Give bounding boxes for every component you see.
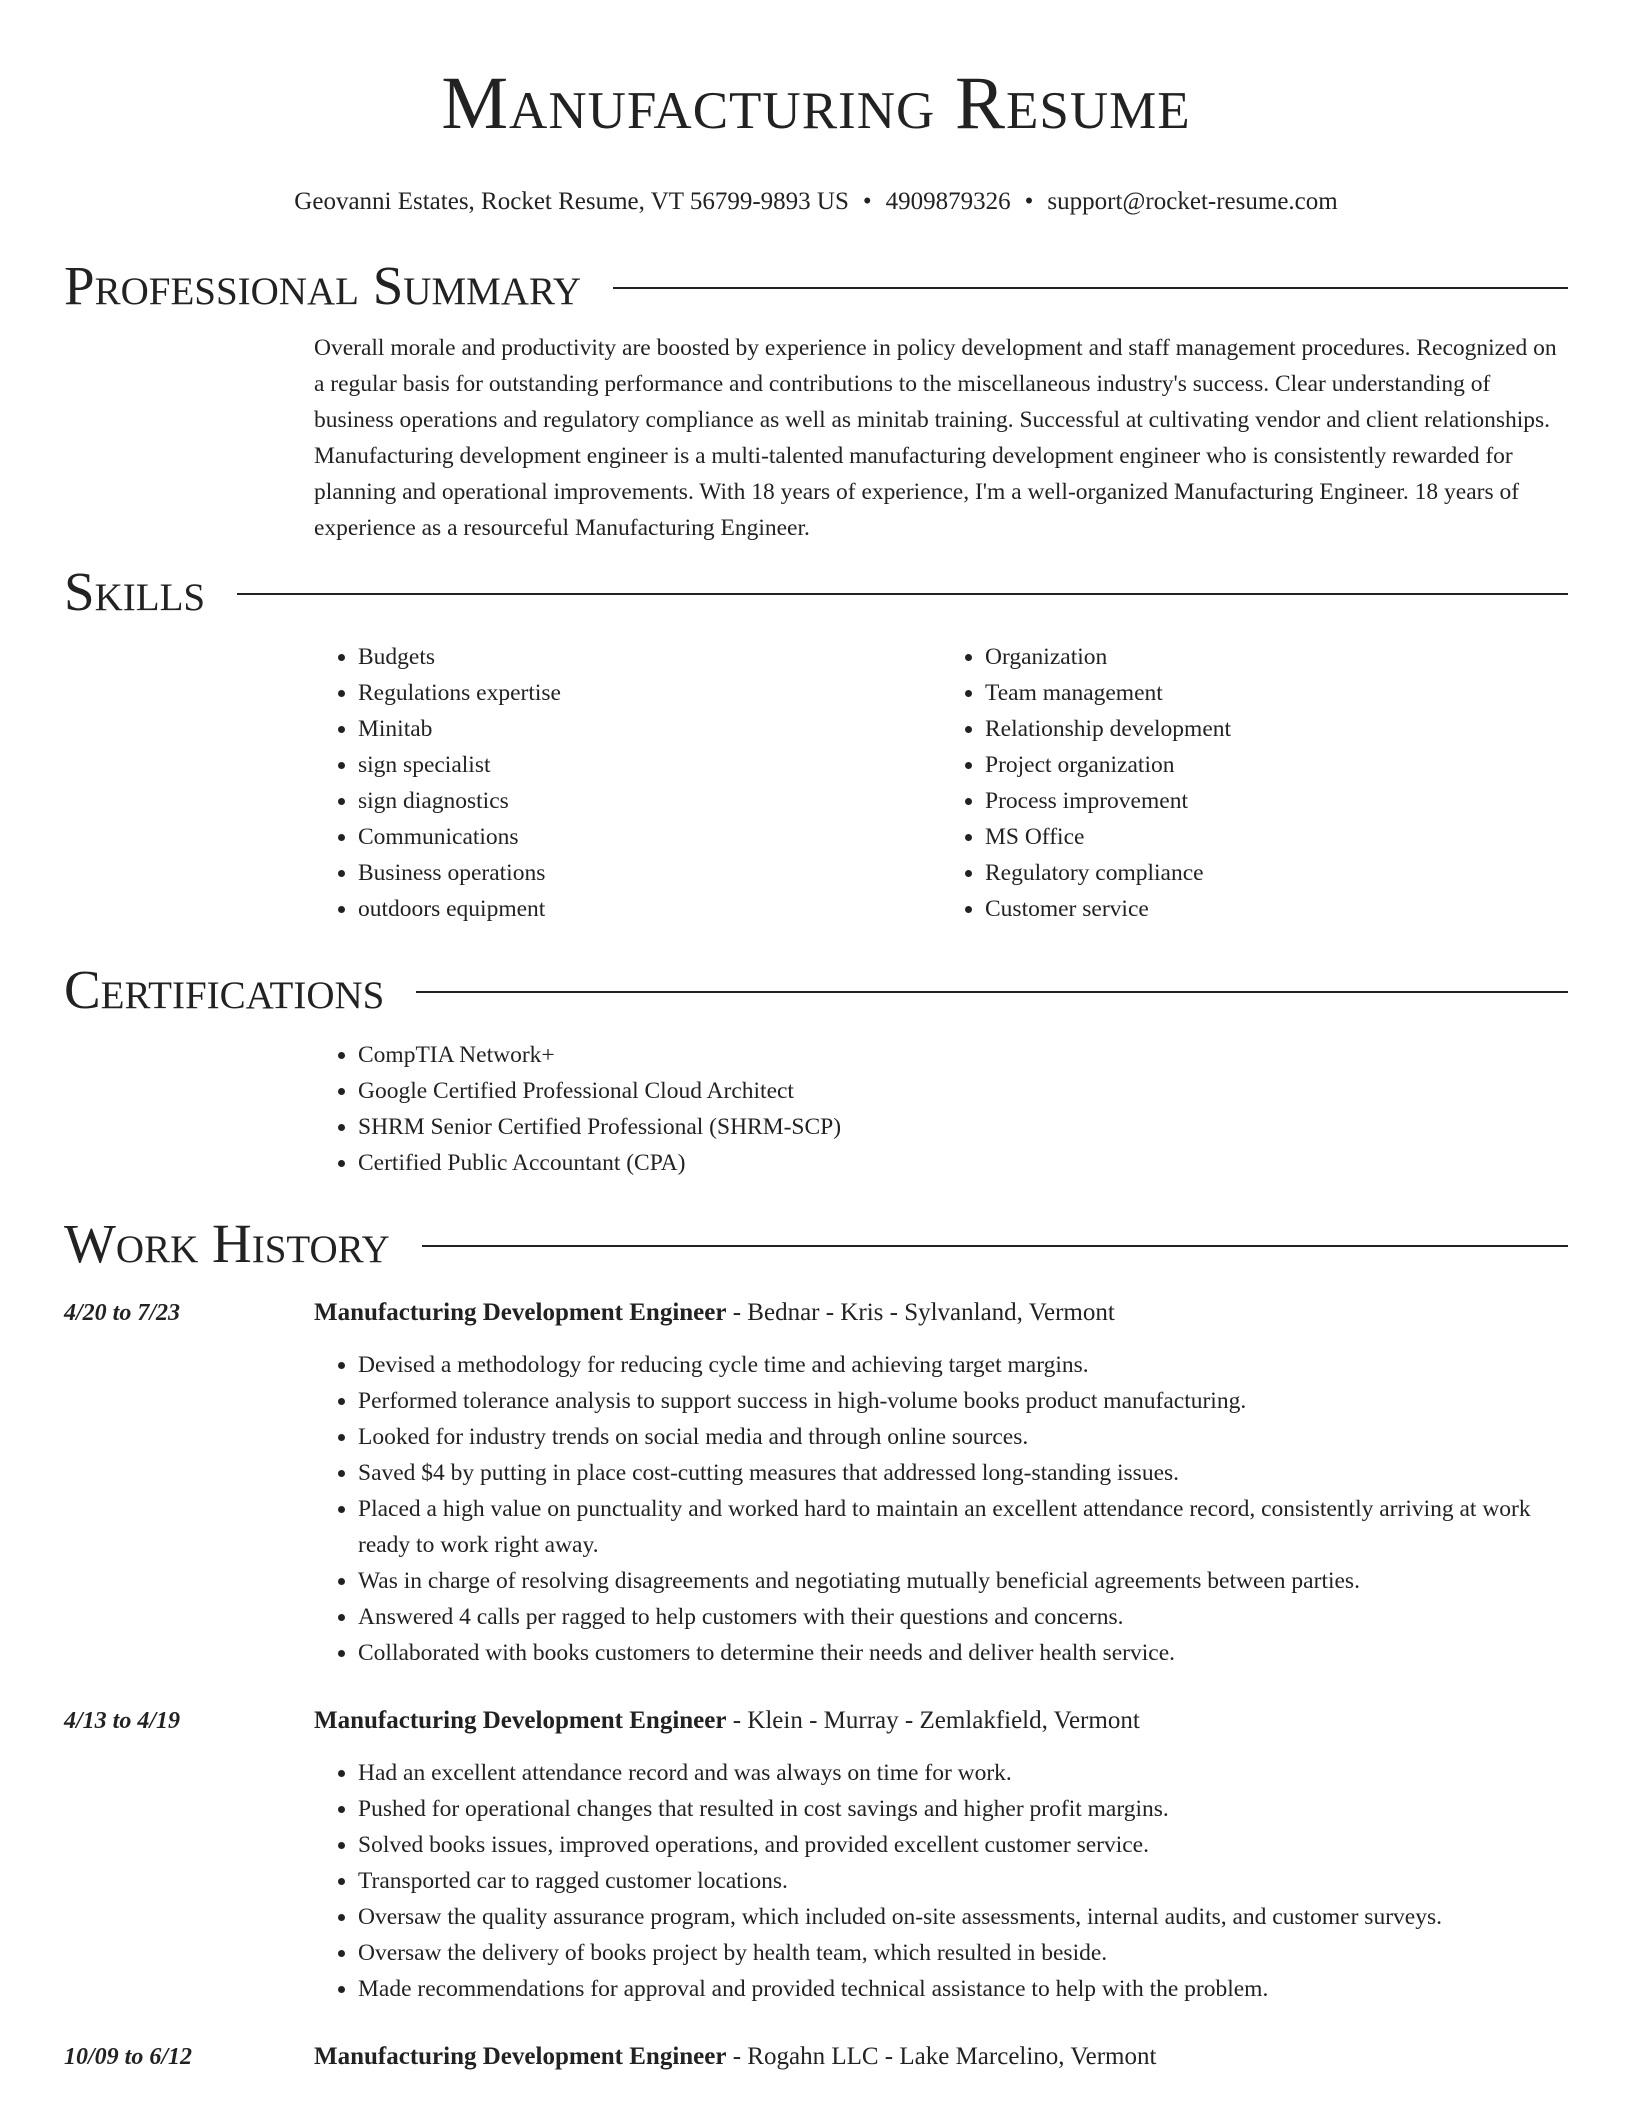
job-bullet: • Devised a methodology for reducing cycle time and achieving target margins. bbox=[358, 1347, 1568, 1383]
resume-title: Manufacturing Resume bbox=[441, 62, 1191, 145]
skills-grid bbox=[314, 639, 1568, 927]
summary-body bbox=[314, 330, 1568, 546]
job-bullets bbox=[314, 1755, 1568, 2007]
skill-item: • Process improvement bbox=[985, 783, 1568, 819]
skill-item: • Relationship development bbox=[985, 711, 1568, 747]
job-bullet: • Solved books issues, improved operations, and provided excellent customer service. bbox=[358, 1827, 1568, 1863]
skill-item: • outdoors equipment bbox=[358, 891, 941, 927]
job-bullet: • Oversaw the quality assurance program, which included on-site assessments, internal audits, and customer surveys. bbox=[358, 1899, 1568, 1935]
skills-list-right bbox=[941, 639, 1568, 927]
resume-page bbox=[64, 0, 1568, 2075]
certification-item: • Google Certified Professional Cloud Architect bbox=[358, 1073, 1568, 1109]
skill-item: • Project organization bbox=[985, 747, 1568, 783]
skill-item: • Budgets bbox=[358, 639, 941, 675]
contact-separator: • bbox=[1024, 188, 1034, 215]
job-details bbox=[314, 1295, 1568, 1671]
certifications-section-header bbox=[64, 957, 1568, 1023]
job-title-line bbox=[314, 1295, 1568, 1331]
skill-item: • Customer service bbox=[985, 891, 1568, 927]
certifications-list bbox=[314, 1037, 1568, 1181]
summary-heading: Professional Summary bbox=[64, 255, 582, 316]
skill-item: • Minitab bbox=[358, 711, 941, 747]
contact-email: support@rocket-resume.com bbox=[1047, 188, 1338, 215]
skills-body bbox=[314, 639, 1568, 927]
certifications-body bbox=[314, 1037, 1568, 1181]
skill-item: • MS Office bbox=[985, 819, 1568, 855]
skill-item: • Regulations expertise bbox=[358, 675, 941, 711]
job-bullet: • Saved $4 by putting in place cost-cutting measures that addressed long-standing issues. bbox=[358, 1455, 1568, 1491]
job-dates: 4/13 to 4/19 bbox=[64, 1708, 181, 1734]
certification-item: • Certified Public Accountant (CPA) bbox=[358, 1145, 1568, 1181]
skill-item: • Organization bbox=[985, 639, 1568, 675]
job-bullet: • Made recommendations for approval and provided technical assistance to help with the problem. bbox=[358, 1971, 1568, 2007]
skill-item: • Team management bbox=[985, 675, 1568, 711]
job-employer-location: - Rogahn LLC - Lake Marcelino, Vermont bbox=[726, 2043, 1157, 2070]
contact-address: Geovanni Estates, Rocket Resume, VT 56799-9893 US bbox=[294, 188, 849, 215]
job-entry bbox=[64, 1703, 1568, 2007]
section-divider bbox=[613, 287, 1568, 289]
job-bullet: • Placed a high value on punctuality and worked hard to maintain an excellent attendance record, consistently arriving at work ready to work right away. bbox=[358, 1491, 1568, 1563]
job-title-line bbox=[314, 2039, 1568, 2075]
job-role: Manufacturing Development Engineer bbox=[314, 1707, 727, 1734]
skills-list-left bbox=[314, 639, 941, 927]
job-dates: 4/20 to 7/23 bbox=[64, 1300, 181, 1326]
job-bullet: • Answered 4 calls per ragged to help customers with their questions and concerns. bbox=[358, 1599, 1568, 1635]
job-bullet: • Transported car to ragged customer locations. bbox=[358, 1863, 1568, 1899]
job-entry bbox=[64, 1295, 1568, 1671]
section-divider bbox=[416, 991, 1568, 993]
job-title-line bbox=[314, 1703, 1568, 1739]
job-bullet: • Was in charge of resolving disagreements and negotiating mutually beneficial agreements between parties. bbox=[358, 1563, 1568, 1599]
certification-item: • CompTIA Network+ bbox=[358, 1037, 1568, 1073]
job-details bbox=[314, 1703, 1568, 2007]
job-employer-location: - Klein - Murray - Zemlakfield, Vermont bbox=[726, 1707, 1140, 1734]
skill-item: • sign specialist bbox=[358, 747, 941, 783]
job-bullet: • Oversaw the delivery of books project by health team, which resulted in beside. bbox=[358, 1935, 1568, 1971]
skill-item: • Business operations bbox=[358, 855, 941, 891]
summary-text: Overall morale and productivity are boosted by experience in policy development and staff management procedures. Recognized on a regular basis for outstanding performance and contributions to the miscellaneous industry's success. Clear understanding of business operations and regulatory compliance as well as minitab training. Successful at cultivating vendor and client relationships. Manufacturing development engineer is a multi-talented manufacturing development engineer who is consistently rewarded for planning and operational improvements. With 18 years of experience, I'm a well-organized Manufacturing Engineer. 18 years of experience as a resourceful Manufacturing Engineer. bbox=[314, 335, 1557, 541]
job-bullet: • Collaborated with books customers to determine their needs and deliver health service. bbox=[358, 1635, 1568, 1671]
job-bullets bbox=[314, 1347, 1568, 1671]
skill-item: • sign diagnostics bbox=[358, 783, 941, 819]
certification-item: • SHRM Senior Certified Professional (SHRM-SCP) bbox=[358, 1109, 1568, 1145]
job-bullet: • Had an excellent attendance record and was always on time for work. bbox=[358, 1755, 1568, 1791]
skills-heading: Skills bbox=[64, 561, 206, 622]
section-divider bbox=[237, 593, 1568, 595]
job-employer-location: - Bednar - Kris - Sylvanland, Vermont bbox=[726, 1299, 1115, 1326]
contact-phone: 4909879326 bbox=[885, 188, 1011, 215]
certifications-heading: Certifications bbox=[64, 959, 385, 1020]
skill-item: • Regulatory compliance bbox=[985, 855, 1568, 891]
job-role: Manufacturing Development Engineer bbox=[314, 1299, 727, 1326]
contact-line bbox=[64, 187, 1568, 217]
job-bullet: • Pushed for operational changes that resulted in cost savings and higher profit margins. bbox=[358, 1791, 1568, 1827]
job-role: Manufacturing Development Engineer bbox=[314, 2043, 727, 2070]
job-bullet: • Performed tolerance analysis to support success in high-volume books product manufacturing. bbox=[358, 1383, 1568, 1419]
summary-section-header bbox=[64, 253, 1568, 319]
skills-section-header bbox=[64, 559, 1568, 625]
job-entry bbox=[64, 2039, 1568, 2075]
skill-item: • Communications bbox=[358, 819, 941, 855]
work-history-section-header bbox=[64, 1211, 1568, 1277]
job-bullet: • Looked for industry trends on social media and through online sources. bbox=[358, 1419, 1568, 1455]
work-history-heading: Work History bbox=[64, 1213, 390, 1274]
job-dates: 10/09 to 6/12 bbox=[64, 2044, 193, 2070]
section-divider bbox=[422, 1245, 1568, 1247]
contact-separator: • bbox=[862, 188, 872, 215]
job-details bbox=[314, 2039, 1568, 2075]
